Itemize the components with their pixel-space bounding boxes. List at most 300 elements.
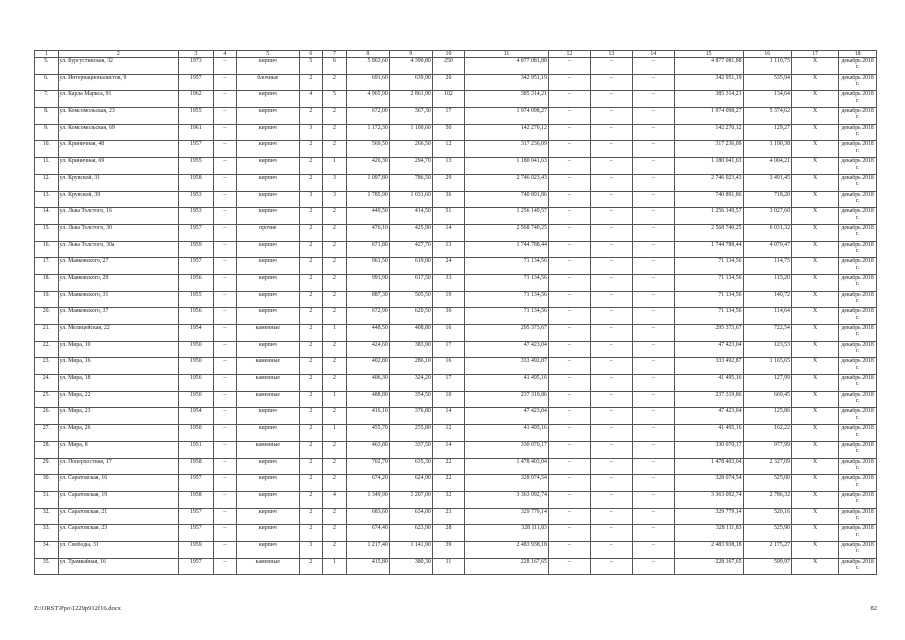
col-17-cell: Х bbox=[791, 491, 838, 508]
address-cell: ул. Саратовская, 21 bbox=[58, 508, 178, 525]
wall-material-cell: кирпич bbox=[237, 124, 299, 141]
year-built-cell: 1959 bbox=[179, 241, 213, 258]
living-area-cell: 620,50 bbox=[389, 308, 432, 325]
total-area-cell: 991,90 bbox=[346, 274, 389, 291]
year-built-cell: 1950 bbox=[179, 358, 213, 375]
col-14-cell: – bbox=[632, 74, 674, 91]
col-4-cell: – bbox=[213, 458, 237, 475]
wall-material-cell: каменные bbox=[237, 441, 299, 458]
table-row bbox=[35, 375, 877, 392]
entrances-cell: 2 bbox=[323, 525, 347, 542]
residents-cell: 13 bbox=[432, 241, 464, 258]
row-number-cell: 24. bbox=[35, 375, 59, 392]
year-built-cell: 1950 bbox=[179, 391, 213, 408]
col-17-cell: Х bbox=[791, 325, 838, 342]
column-number-cell: 9 bbox=[389, 51, 432, 58]
col-4-cell: – bbox=[213, 224, 237, 241]
col-12-cell: – bbox=[548, 224, 590, 241]
entrances-cell: 1 bbox=[323, 425, 347, 442]
fund-cost-cell: 1 974 098,27 bbox=[674, 108, 743, 125]
col-13-cell: – bbox=[590, 108, 632, 125]
col-14-cell: – bbox=[632, 375, 674, 392]
year-built-cell: 1962 bbox=[179, 91, 213, 108]
wall-material-cell: кирпич bbox=[237, 408, 299, 425]
completion-date-cell: декабрь 2018 г. bbox=[839, 91, 877, 108]
col-17-cell: Х bbox=[791, 208, 838, 225]
floors-cell: 4 bbox=[299, 91, 323, 108]
total-area-cell: 702,70 bbox=[346, 458, 389, 475]
completion-date-cell: декабрь 2018 г. bbox=[839, 325, 877, 342]
fund-cost-cell: 330 070,17 bbox=[674, 441, 743, 458]
col-12-cell: – bbox=[548, 325, 590, 342]
year-built-cell: 1953 bbox=[179, 208, 213, 225]
col-4-cell: – bbox=[213, 325, 237, 342]
table-row bbox=[35, 358, 877, 375]
col-17-cell: Х bbox=[791, 74, 838, 91]
living-area-cell: 414,50 bbox=[389, 208, 432, 225]
col-14-cell: – bbox=[632, 391, 674, 408]
year-built-cell: 1957 bbox=[179, 224, 213, 241]
row-number-cell: 17. bbox=[35, 258, 59, 275]
completion-date-cell: декабрь 2018 г. bbox=[839, 274, 877, 291]
total-area-cell: 416,10 bbox=[346, 408, 389, 425]
col-17-cell: Х bbox=[791, 391, 838, 408]
residents-cell: 16 bbox=[432, 325, 464, 342]
col-4-cell: – bbox=[213, 558, 237, 575]
completion-date-cell: декабрь 2018 г. bbox=[839, 558, 877, 575]
col-4-cell: – bbox=[213, 308, 237, 325]
col-14-cell: – bbox=[632, 341, 674, 358]
total-area-cell: 449,50 bbox=[346, 208, 389, 225]
col-13-cell: – bbox=[590, 341, 632, 358]
year-built-cell: 1957 bbox=[179, 558, 213, 575]
fund-cost-cell: 142 270,12 bbox=[674, 124, 743, 141]
table-row bbox=[35, 58, 877, 75]
floors-cell: 2 bbox=[299, 308, 323, 325]
cost-per-sqm-cell: 115,20 bbox=[743, 274, 791, 291]
residents-cell: 12 bbox=[432, 141, 464, 158]
col-17-cell: Х bbox=[791, 274, 838, 291]
col-12-cell: – bbox=[548, 508, 590, 525]
floors-cell: 2 bbox=[299, 158, 323, 175]
column-number-cell: 14 bbox=[632, 51, 674, 58]
col-14-cell: – bbox=[632, 208, 674, 225]
entrances-cell: 2 bbox=[323, 341, 347, 358]
wall-material-cell: кирпич bbox=[237, 91, 299, 108]
col-4-cell: – bbox=[213, 74, 237, 91]
col-13-cell: – bbox=[590, 74, 632, 91]
cost-per-sqm-cell: 1 110,75 bbox=[743, 58, 791, 75]
row-number-cell: 13. bbox=[35, 191, 59, 208]
table-row bbox=[35, 74, 877, 91]
living-area-cell: 337,50 bbox=[389, 441, 432, 458]
fund-cost-cell: 41 495,16 bbox=[674, 375, 743, 392]
entrances-cell: 1 bbox=[323, 558, 347, 575]
wall-material-cell: кирпич bbox=[237, 241, 299, 258]
address-cell: ул. Мира, 10 bbox=[58, 341, 178, 358]
col-12-cell: – bbox=[548, 274, 590, 291]
total-cost-cell: 1 744 788,44 bbox=[465, 241, 549, 258]
col-13-cell: – bbox=[590, 358, 632, 375]
living-area-cell: 408,80 bbox=[389, 325, 432, 342]
total-cost-cell: 385 314,21 bbox=[465, 91, 549, 108]
floors-cell: 2 bbox=[299, 274, 323, 291]
column-number-cell: 12 bbox=[548, 51, 590, 58]
year-built-cell: 1957 bbox=[179, 508, 213, 525]
col-17-cell: Х bbox=[791, 358, 838, 375]
col-17-cell: Х bbox=[791, 91, 838, 108]
residents-cell: 11 bbox=[432, 558, 464, 575]
cost-per-sqm-cell: 162,22 bbox=[743, 425, 791, 442]
year-built-cell: 1958 bbox=[179, 491, 213, 508]
col-14-cell: – bbox=[632, 408, 674, 425]
col-17-cell: Х bbox=[791, 141, 838, 158]
table-row bbox=[35, 508, 877, 525]
total-cost-cell: 330 070,17 bbox=[465, 441, 549, 458]
completion-date-cell: декабрь 2018 г. bbox=[839, 141, 877, 158]
year-built-cell: 1954 bbox=[179, 408, 213, 425]
col-14-cell: – bbox=[632, 58, 674, 75]
total-cost-cell: 2 483 938,18 bbox=[465, 541, 549, 558]
total-cost-cell: 41 495,16 bbox=[465, 375, 549, 392]
entrances-cell: 2 bbox=[323, 441, 347, 458]
residents-cell: 250 bbox=[432, 58, 464, 75]
cost-per-sqm-cell: 520,16 bbox=[743, 508, 791, 525]
fund-cost-cell: 228 167,65 bbox=[674, 558, 743, 575]
total-area-cell: 674,40 bbox=[346, 525, 389, 542]
col-14-cell: – bbox=[632, 458, 674, 475]
completion-date-cell: декабрь 2018 г. bbox=[839, 475, 877, 492]
total-area-cell: 463,80 bbox=[346, 441, 389, 458]
total-cost-cell: 228 167,65 bbox=[465, 558, 549, 575]
table-row bbox=[35, 558, 877, 575]
completion-date-cell: декабрь 2018 г. bbox=[839, 391, 877, 408]
total-cost-cell: 1 180 041,63 bbox=[465, 158, 549, 175]
col-13-cell: – bbox=[590, 208, 632, 225]
col-13-cell: – bbox=[590, 425, 632, 442]
completion-date-cell: декабрь 2018 г. bbox=[839, 425, 877, 442]
total-cost-cell: 317 236,09 bbox=[465, 141, 549, 158]
living-area-cell: 294,70 bbox=[389, 158, 432, 175]
address-cell: ул. Мира, 23 bbox=[58, 408, 178, 425]
table-row bbox=[35, 325, 877, 342]
residents-cell: 17 bbox=[432, 108, 464, 125]
col-13-cell: – bbox=[590, 241, 632, 258]
living-area-cell: 324,20 bbox=[389, 375, 432, 392]
address-cell: ул. Карла Маркса, 91 bbox=[58, 91, 178, 108]
col-12-cell: – bbox=[548, 308, 590, 325]
residents-cell: 39 bbox=[432, 541, 464, 558]
row-number-cell: 12. bbox=[35, 174, 59, 191]
address-cell: ул. Саратовская, 23 bbox=[58, 525, 178, 542]
total-cost-cell: 71 134,56 bbox=[465, 274, 549, 291]
table-row bbox=[35, 308, 877, 325]
col-4-cell: – bbox=[213, 274, 237, 291]
completion-date-cell: декабрь 2018 г. bbox=[839, 58, 877, 75]
table-row bbox=[35, 291, 877, 308]
row-number-cell: 35. bbox=[35, 558, 59, 575]
col-17-cell: Х bbox=[791, 541, 838, 558]
residents-cell: 24 bbox=[432, 258, 464, 275]
wall-material-cell: кирпич bbox=[237, 308, 299, 325]
col-4-cell: – bbox=[213, 191, 237, 208]
cost-per-sqm-cell: 977,99 bbox=[743, 441, 791, 458]
floors-cell: 2 bbox=[299, 291, 323, 308]
completion-date-cell: декабрь 2018 г. bbox=[839, 508, 877, 525]
col-12-cell: – bbox=[548, 58, 590, 75]
col-4-cell: – bbox=[213, 525, 237, 542]
col-13-cell: – bbox=[590, 541, 632, 558]
floors-cell: 2 bbox=[299, 441, 323, 458]
cost-per-sqm-cell: 6 031,32 bbox=[743, 224, 791, 241]
completion-date-cell: декабрь 2018 г. bbox=[839, 224, 877, 241]
fund-cost-cell: 342 951,19 bbox=[674, 74, 743, 91]
total-cost-cell: 4 877 081,88 bbox=[465, 58, 549, 75]
row-number-cell: 27. bbox=[35, 425, 59, 442]
col-12-cell: – bbox=[548, 391, 590, 408]
total-area-cell: 1 349,90 bbox=[346, 491, 389, 508]
total-area-cell: 488,80 bbox=[346, 391, 389, 408]
entrances-cell: 2 bbox=[323, 274, 347, 291]
table-row bbox=[35, 475, 877, 492]
total-area-cell: 1 785,90 bbox=[346, 191, 389, 208]
address-cell: ул. Мира, 26 bbox=[58, 425, 178, 442]
completion-date-cell: декабрь 2018 г. bbox=[839, 108, 877, 125]
entrances-cell: 2 bbox=[323, 475, 347, 492]
living-area-cell: 376,80 bbox=[389, 408, 432, 425]
fund-cost-cell: 1 744 788,44 bbox=[674, 241, 743, 258]
year-built-cell: 1950 bbox=[179, 341, 213, 358]
col-4-cell: – bbox=[213, 141, 237, 158]
total-cost-cell: 328 074,54 bbox=[465, 475, 549, 492]
completion-date-cell: декабрь 2018 г. bbox=[839, 441, 877, 458]
floors-cell: 2 bbox=[299, 208, 323, 225]
address-cell: ул. Криничная, 48 bbox=[58, 141, 178, 158]
fund-cost-cell: 317 236,09 bbox=[674, 141, 743, 158]
col-17-cell: Х bbox=[791, 408, 838, 425]
column-number-cell: 11 bbox=[465, 51, 549, 58]
living-area-cell: 425,90 bbox=[389, 224, 432, 241]
col-14-cell: – bbox=[632, 441, 674, 458]
total-area-cell: 402,80 bbox=[346, 358, 389, 375]
fund-cost-cell: 237 319,86 bbox=[674, 391, 743, 408]
col-17-cell: Х bbox=[791, 124, 838, 141]
living-area-cell: 354,50 bbox=[389, 391, 432, 408]
living-area-cell: 623,90 bbox=[389, 525, 432, 542]
cost-per-sqm-cell: 722,54 bbox=[743, 325, 791, 342]
wall-material-cell: каменные bbox=[237, 325, 299, 342]
col-17-cell: Х bbox=[791, 58, 838, 75]
col-4-cell: – bbox=[213, 341, 237, 358]
address-cell: ул. Льва Толстого, 30а bbox=[58, 241, 178, 258]
col-17-cell: Х bbox=[791, 525, 838, 542]
wall-material-cell: кирпич bbox=[237, 541, 299, 558]
total-cost-cell: 71 134,56 bbox=[465, 258, 549, 275]
living-area-cell: 286,10 bbox=[389, 358, 432, 375]
col-4-cell: – bbox=[213, 124, 237, 141]
year-built-cell: 1955 bbox=[179, 108, 213, 125]
floors-cell: 2 bbox=[299, 508, 323, 525]
total-cost-cell: 329 779,14 bbox=[465, 508, 549, 525]
column-number-cell: 17 bbox=[791, 51, 838, 58]
address-cell: ул. Мира, 16 bbox=[58, 358, 178, 375]
year-built-cell: 1959 bbox=[179, 541, 213, 558]
floors-cell: 2 bbox=[299, 491, 323, 508]
total-area-cell: 569,50 bbox=[346, 141, 389, 158]
floors-cell: 3 bbox=[299, 191, 323, 208]
col-17-cell: Х bbox=[791, 224, 838, 241]
column-number-cell: 7 bbox=[323, 51, 347, 58]
residents-cell: 17 bbox=[432, 341, 464, 358]
completion-date-cell: декабрь 2018 г. bbox=[839, 191, 877, 208]
address-cell: ул. Мира, 18 bbox=[58, 375, 178, 392]
col-12-cell: – bbox=[548, 475, 590, 492]
floors-cell: 2 bbox=[299, 224, 323, 241]
year-built-cell: 1955 bbox=[179, 158, 213, 175]
row-number-cell: 19. bbox=[35, 291, 59, 308]
year-built-cell: 1954 bbox=[179, 325, 213, 342]
table-row bbox=[35, 441, 877, 458]
address-cell: ул. Бургустинская, 32 bbox=[58, 58, 178, 75]
entrances-cell: 2 bbox=[323, 508, 347, 525]
col-14-cell: – bbox=[632, 241, 674, 258]
living-area-cell: 635,30 bbox=[389, 458, 432, 475]
living-area-cell: 634,00 bbox=[389, 508, 432, 525]
col-14-cell: – bbox=[632, 274, 674, 291]
col-17-cell: Х bbox=[791, 191, 838, 208]
address-cell: ул. Крувской, 31 bbox=[58, 174, 178, 191]
living-area-cell: 1 031,60 bbox=[389, 191, 432, 208]
col-13-cell: – bbox=[590, 191, 632, 208]
col-14-cell: – bbox=[632, 425, 674, 442]
table-row bbox=[35, 241, 877, 258]
living-area-cell: 367,30 bbox=[389, 108, 432, 125]
fund-cost-cell: 47 423,04 bbox=[674, 408, 743, 425]
living-area-cell: 1 100,60 bbox=[389, 124, 432, 141]
floors-cell: 2 bbox=[299, 108, 323, 125]
address-cell: ул. Льва Толстого, 16 bbox=[58, 208, 178, 225]
floors-cell: 2 bbox=[299, 358, 323, 375]
col-13-cell: – bbox=[590, 174, 632, 191]
completion-date-cell: декабрь 2018 г. bbox=[839, 258, 877, 275]
wall-material-cell: кирпич bbox=[237, 191, 299, 208]
wall-material-cell: кирпич bbox=[237, 458, 299, 475]
column-number-cell: 10 bbox=[432, 51, 464, 58]
year-built-cell: 1956 bbox=[179, 308, 213, 325]
col-4-cell: – bbox=[213, 375, 237, 392]
fund-cost-cell: 1 180 041,63 bbox=[674, 158, 743, 175]
col-12-cell: – bbox=[548, 141, 590, 158]
year-built-cell: 1957 bbox=[179, 258, 213, 275]
wall-material-cell: каменные bbox=[237, 358, 299, 375]
column-number-cell: 5 bbox=[237, 51, 299, 58]
total-cost-cell: 47 423,04 bbox=[465, 408, 549, 425]
col-17-cell: Х bbox=[791, 508, 838, 525]
col-14-cell: – bbox=[632, 325, 674, 342]
entrances-cell: 3 bbox=[323, 174, 347, 191]
row-number-cell: 20. bbox=[35, 308, 59, 325]
year-built-cell: 1956 bbox=[179, 375, 213, 392]
col-12-cell: – bbox=[548, 258, 590, 275]
cost-per-sqm-cell: 3 027,60 bbox=[743, 208, 791, 225]
total-cost-cell: 3 363 092,74 bbox=[465, 491, 549, 508]
cost-per-sqm-cell: 669,45 bbox=[743, 391, 791, 408]
row-number-cell: 32. bbox=[35, 508, 59, 525]
col-4-cell: – bbox=[213, 108, 237, 125]
table-row bbox=[35, 108, 877, 125]
col-4-cell: – bbox=[213, 91, 237, 108]
wall-material-cell: прочие bbox=[237, 224, 299, 241]
fund-cost-cell: 1 256 149,57 bbox=[674, 208, 743, 225]
col-4-cell: – bbox=[213, 475, 237, 492]
total-area-cell: 455,70 bbox=[346, 425, 389, 442]
entrances-cell: 2 bbox=[323, 308, 347, 325]
row-number-cell: 21. bbox=[35, 325, 59, 342]
residents-cell: 28 bbox=[432, 525, 464, 542]
row-number-cell: 14. bbox=[35, 208, 59, 225]
col-12-cell: – bbox=[548, 375, 590, 392]
table-row bbox=[35, 491, 877, 508]
table-row bbox=[35, 258, 877, 275]
completion-date-cell: декабрь 2018 г. bbox=[839, 491, 877, 508]
year-built-cell: 1953 bbox=[179, 191, 213, 208]
living-area-cell: 255,80 bbox=[389, 425, 432, 442]
entrances-cell: 2 bbox=[323, 541, 347, 558]
col-14-cell: – bbox=[632, 141, 674, 158]
address-cell: ул. Маяковского, 29 bbox=[58, 274, 178, 291]
col-14-cell: – bbox=[632, 258, 674, 275]
col-14-cell: – bbox=[632, 124, 674, 141]
col-4-cell: – bbox=[213, 408, 237, 425]
wall-material-cell: каменные bbox=[237, 391, 299, 408]
year-built-cell: 1958 bbox=[179, 458, 213, 475]
completion-date-cell: декабрь 2018 г. bbox=[839, 308, 877, 325]
col-4-cell: – bbox=[213, 391, 237, 408]
address-cell: ул. Мира, 8 bbox=[58, 441, 178, 458]
wall-material-cell: каменные bbox=[237, 558, 299, 575]
residents-cell: 20 bbox=[432, 74, 464, 91]
col-14-cell: – bbox=[632, 91, 674, 108]
row-number-cell: 31. bbox=[35, 491, 59, 508]
fund-cost-cell: 41 495,16 bbox=[674, 425, 743, 442]
total-area-cell: 476,10 bbox=[346, 224, 389, 241]
total-cost-cell: 142 270,12 bbox=[465, 124, 549, 141]
residents-cell: 22 bbox=[432, 475, 464, 492]
address-cell: ул. Интернационалистов, 9 bbox=[58, 74, 178, 91]
cost-per-sqm-cell: 125,86 bbox=[743, 408, 791, 425]
cost-per-sqm-cell: 140,72 bbox=[743, 291, 791, 308]
col-13-cell: – bbox=[590, 274, 632, 291]
total-cost-cell: 237 319,86 bbox=[465, 391, 549, 408]
table-row bbox=[35, 541, 877, 558]
fund-cost-cell: 1 478 403,04 bbox=[674, 458, 743, 475]
wall-material-cell: кирпич bbox=[237, 491, 299, 508]
address-cell: ул. Саратовская, 19 bbox=[58, 491, 178, 508]
column-number-cell: 1 bbox=[35, 51, 59, 58]
residents-cell: 19 bbox=[432, 291, 464, 308]
row-number-cell: 18. bbox=[35, 274, 59, 291]
wall-material-cell: кирпич bbox=[237, 508, 299, 525]
residents-cell: 32 bbox=[432, 491, 464, 508]
col-14-cell: – bbox=[632, 291, 674, 308]
col-4-cell: – bbox=[213, 541, 237, 558]
row-number-cell: 26. bbox=[35, 408, 59, 425]
col-17-cell: Х bbox=[791, 308, 838, 325]
col-4-cell: – bbox=[213, 208, 237, 225]
residents-cell: 36 bbox=[432, 191, 464, 208]
row-number-cell: 33. bbox=[35, 525, 59, 542]
col-4-cell: – bbox=[213, 491, 237, 508]
